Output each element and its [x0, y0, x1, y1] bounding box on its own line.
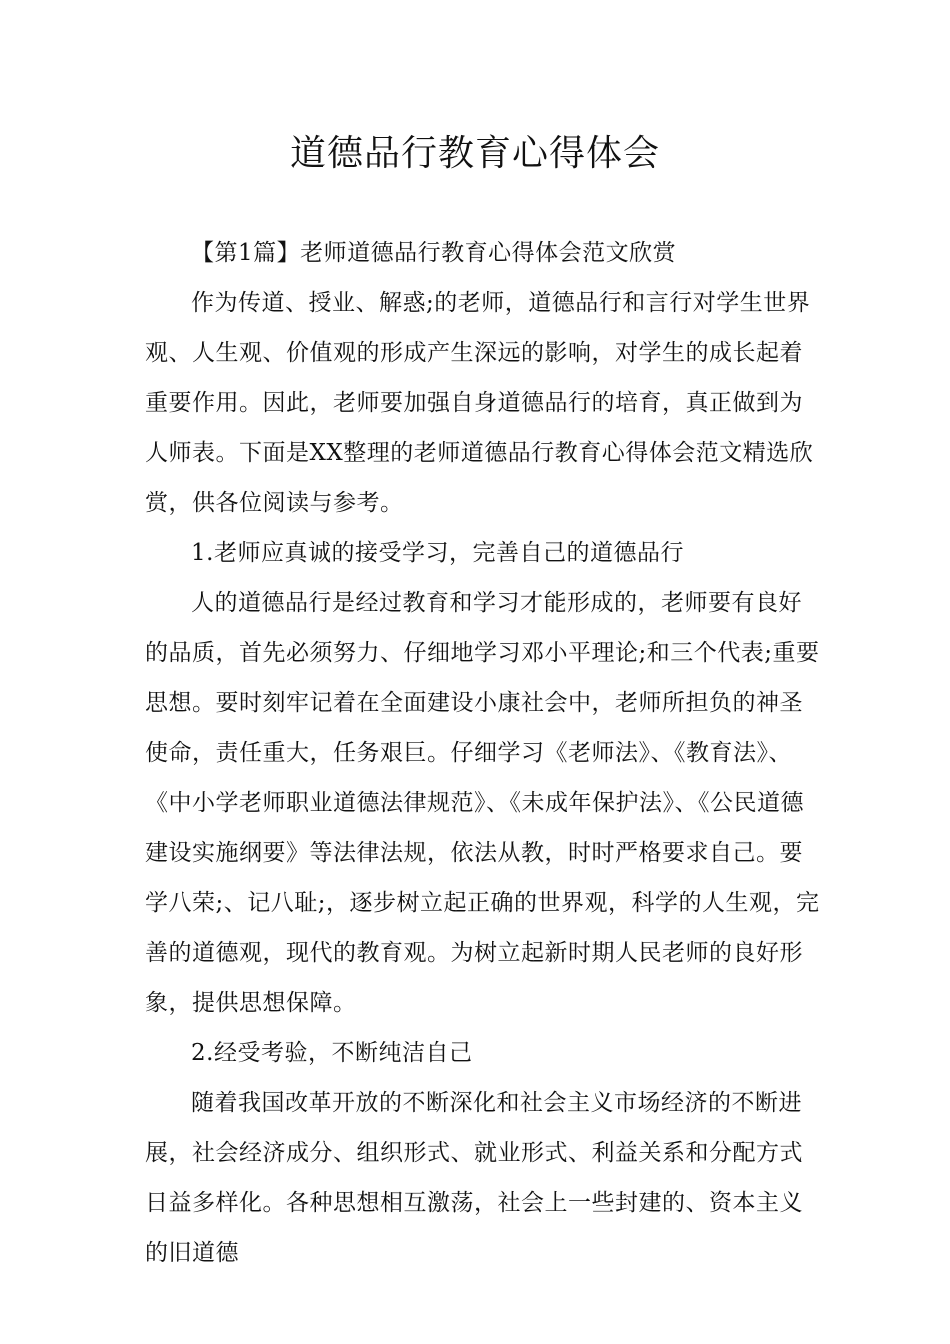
point-1-heading: 1.老师应真诚的接受学习，完善自己的道德品行	[191, 540, 684, 566]
document-body	[145, 228, 825, 1278]
section-heading: 【第1篇】老师道德品行教育心得体会范文欣赏	[191, 240, 677, 266]
point-1-paragraph: 人的道德品行是经过教育和学习才能形成的，老师要有良好的品质，首先必须努力、仔细地学习邓小平理论;和三个代表;重要思想。要时刻牢记着在全面建设小康社会中，老师所担负的神圣使命，责任重大，任务艰巨。仔细学习《老师法》、《教育法》、《中小学老师职业道德法律规范》、《未成年保护法》、《公民道德建设实施纲要》等法律法规，依法从教，时时严格要求自己。要学八荣;、记八耻;，逐步树立起正确的世界观，科学的人生观，完善的道德观，现代的教育观。为树立起新时期人民老师的良好形象，提供思想保障。	[145, 590, 820, 1016]
point-2-paragraph: 随着我国改革开放的不断深化和社会主义市场经济的不断进展，社会经济成分、组织形式、就业形式、利益关系和分配方式日益多样化。各种思想相互激荡，社会上一些封建的、资本主义的旧道德	[145, 1090, 803, 1266]
document-title: 道德品行教育心得体会	[289, 133, 660, 174]
point-2-heading: 2.经受考验，不断纯洁自己	[191, 1040, 473, 1066]
intro-paragraph: 作为传道、授业、解惑;的老师，道德品行和言行对学生世界观、人生观、价值观的形成产生深远的影响，对学生的成长起着重要作用。因此，老师要加强自身道德品行的培育，真正做到为人师表。下面是XX整理的老师道德品行教育心得体会范文精选欣赏，供各位阅读与参考。	[145, 290, 814, 516]
